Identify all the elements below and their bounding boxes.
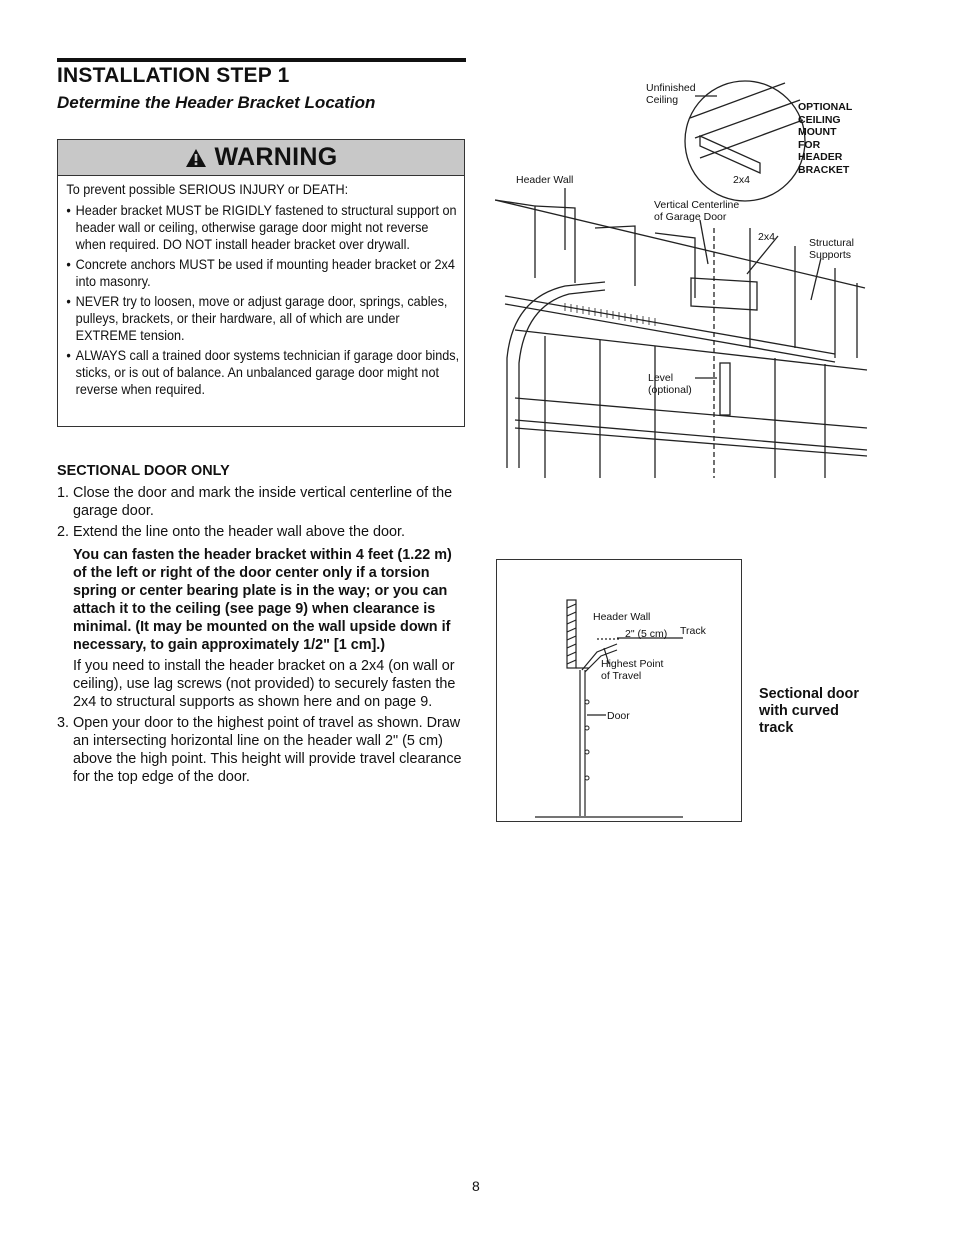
track-label: Track — [680, 625, 706, 637]
warning-header — [58, 140, 464, 176]
warning-bullet: • Header bracket MUST be RIGIDLY fastened to structural support on header wall or ceiling, otherwise garage door might not reverse when required. DO NOT install header bracket over drywall. — [66, 202, 461, 253]
wall-2x4-label: 2x4 — [758, 231, 775, 243]
unfinished-ceiling-label — [646, 82, 696, 106]
title-rule — [57, 58, 466, 62]
label-line: Supports — [809, 249, 852, 261]
door-label: Door — [607, 710, 630, 722]
mounting-note: You can fasten the header bracket within 4 feet (1.22 m) of the left or right of the door center only if a torsion spring or center bearing plate is in the way; or you can attach it to the ceiling (see page 9) when clearance is minimal. (It may be mounted on the wall upside down if necessary, to gain approximately 1/2" [1 cm].) — [73, 547, 452, 653]
step-2 — [57, 523, 467, 541]
label-line: CEILING — [798, 113, 841, 126]
label-line: Highest Point — [601, 658, 664, 670]
page-subtitle: Determine the Header Bracket Location — [57, 93, 376, 112]
ceiling-2x4-label: 2x4 — [733, 174, 750, 186]
label-line: Ceiling — [646, 94, 679, 106]
page-title: INSTALLATION STEP 1 — [57, 64, 290, 87]
step-text: Open your door to the highest point of travel as shown. Draw an intersecting horizontal line on the header wall 2" (5 cm) above the high point. This height will provide travel clearance for the top edge of the door. — [73, 715, 462, 785]
warning-label: WARNING — [214, 143, 338, 171]
label-line: Structural — [809, 237, 854, 249]
level-label — [648, 372, 692, 396]
header-wall-label: Header Wall — [516, 174, 574, 186]
step-number: 1. — [57, 485, 70, 501]
optional-ceiling-mount-label — [798, 101, 852, 176]
warning-triangle-icon — [185, 148, 207, 168]
garage-door-illustration — [495, 78, 875, 480]
caption-line: track — [759, 720, 794, 736]
step-3 — [57, 714, 467, 786]
side-view-illustration — [496, 559, 742, 822]
label-line: OPTIONAL — [798, 101, 853, 113]
figure-caption — [759, 686, 859, 737]
centerline-label — [654, 199, 739, 223]
step-text: Close the door and mark the inside vertical centerline of the garage door. — [73, 485, 453, 519]
warning-bullet: • Concrete anchors MUST be used if mounting header bracket or 2x4 into masonry. — [66, 256, 461, 290]
instructions — [57, 462, 467, 789]
caption-line: with curved — [759, 703, 839, 719]
label-line: HEADER — [798, 151, 843, 163]
label-line: (optional) — [648, 384, 692, 396]
label-line: Vertical Centerline — [654, 199, 740, 211]
warning-intro: To prevent possible SERIOUS INJURY or DEATH: — [66, 182, 349, 197]
label-line: Level — [648, 372, 674, 384]
warning-list — [66, 202, 461, 398]
label-line: Unfinished — [646, 82, 696, 94]
warning-bullet: • NEVER try to loosen, move or adjust garage door, springs, cables, pulleys, brackets, or their hardware, all of which are under EXTREME tension. — [66, 293, 461, 344]
clearance-label: 2" (5 cm) — [625, 628, 668, 640]
step-1 — [57, 484, 467, 520]
label-line: FOR — [798, 138, 821, 151]
page-number: 8 — [472, 1178, 480, 1194]
section-heading: SECTIONAL DOOR ONLY — [57, 463, 230, 479]
warning-box — [57, 139, 465, 427]
structural-supports-label — [809, 237, 854, 261]
step-number: 2. — [57, 524, 70, 540]
label-line: of Garage Door — [654, 211, 727, 223]
side-view-drawing — [497, 560, 740, 820]
label-line: BRACKET — [798, 163, 850, 176]
caption-line: Sectional door — [759, 686, 859, 702]
side-header-wall-label: Header Wall — [593, 611, 651, 623]
label-line: MOUNT — [798, 126, 837, 138]
lag-screw-paragraph: If you need to install the header bracket on a 2x4 (on wall or ceiling), use lag screws (not provided) to securely fasten the 2x4 to structural supports as shown here and on page 9. — [73, 658, 456, 710]
step-text: Extend the line onto the header wall above the door. — [73, 524, 406, 540]
highest-point-label — [601, 658, 663, 682]
warning-body — [58, 176, 471, 398]
label-line: of Travel — [601, 670, 642, 682]
step-number: 3. — [57, 715, 70, 731]
warning-bullet: • ALWAYS call a trained door systems technician if garage door binds, sticks, or is out of balance. An unbalanced garage door might not reverse when required. — [66, 347, 461, 398]
